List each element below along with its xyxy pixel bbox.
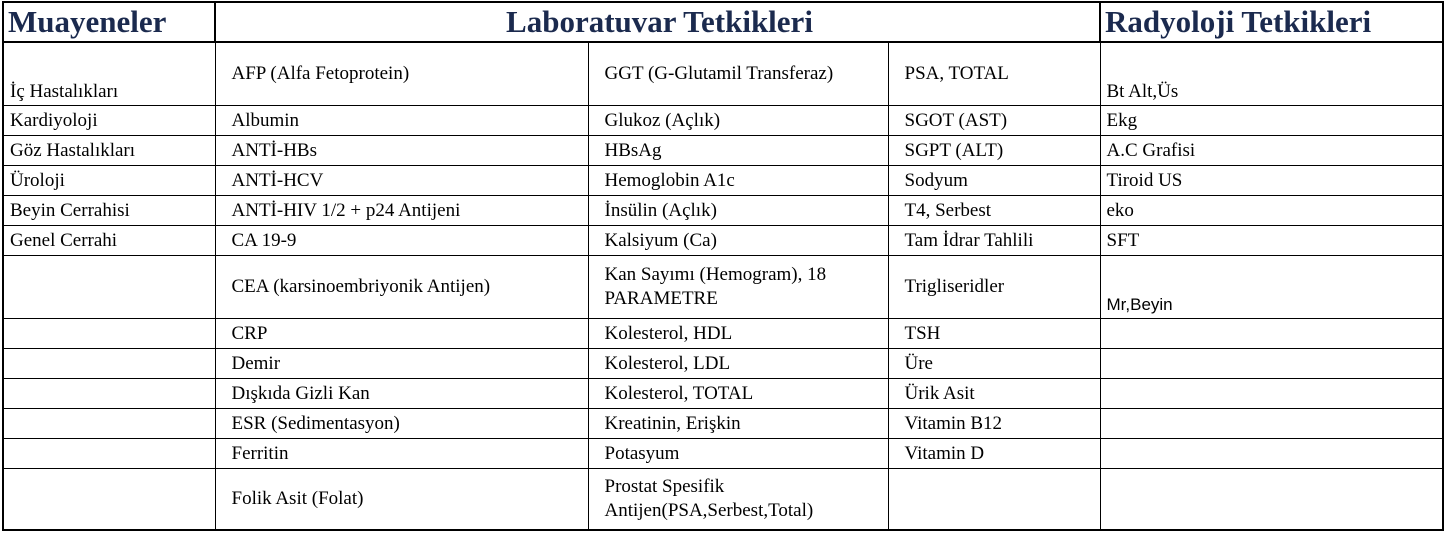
table-row xyxy=(3,379,1443,409)
lab-cell: Kolesterol, TOTAL xyxy=(588,379,888,409)
lab-cell xyxy=(888,469,1100,531)
lab-cell: Folik Asit (Folat) xyxy=(215,469,588,531)
lab-cell: CA 19-9 xyxy=(215,226,588,256)
header-laboratuvar: Laboratuvar Tetkikleri xyxy=(215,2,1100,42)
table-row xyxy=(3,469,1443,531)
lab-cell: Vitamin B12 xyxy=(888,409,1100,439)
table-row xyxy=(3,256,1443,319)
lab-cell: SGOT (AST) xyxy=(888,106,1100,136)
table-row xyxy=(3,226,1443,256)
muayene-cell xyxy=(3,409,215,439)
muayene-cell: Beyin Cerrahisi xyxy=(3,196,215,226)
lab-cell: Kalsiyum (Ca) xyxy=(588,226,888,256)
table-row xyxy=(3,319,1443,349)
radyoloji-cell xyxy=(1100,439,1443,469)
lab-cell: PSA, TOTAL xyxy=(888,42,1100,106)
lab-cell: Üre xyxy=(888,349,1100,379)
lab-cell: ANTİ-HCV xyxy=(215,166,588,196)
lab-cell: Kolesterol, HDL xyxy=(588,319,888,349)
header-radyoloji: Radyoloji Tetkikleri xyxy=(1100,2,1443,42)
lab-cell: Trigliseridler xyxy=(888,256,1100,319)
lab-cell: Sodyum xyxy=(888,166,1100,196)
lab-cell: Demir xyxy=(215,349,588,379)
lab-cell: Hemoglobin A1c xyxy=(588,166,888,196)
table-row xyxy=(3,136,1443,166)
lab-cell: Albumin xyxy=(215,106,588,136)
lab-cell: CRP xyxy=(215,319,588,349)
table-row xyxy=(3,166,1443,196)
radyoloji-cell: Mr,Beyin xyxy=(1100,256,1443,319)
muayene-cell xyxy=(3,379,215,409)
muayene-cell: Genel Cerrahi xyxy=(3,226,215,256)
lab-cell: Ferritin xyxy=(215,439,588,469)
header-muayeneler: Muayeneler xyxy=(3,2,215,42)
radyoloji-cell xyxy=(1100,469,1443,531)
muayene-cell xyxy=(3,256,215,319)
lab-cell: Glukoz (Açlık) xyxy=(588,106,888,136)
lab-cell: Kreatinin, Erişkin xyxy=(588,409,888,439)
table-row xyxy=(3,42,1443,106)
lab-cell: ANTİ-HBs xyxy=(215,136,588,166)
radyoloji-cell: Bt Alt,Üs xyxy=(1100,42,1443,106)
lab-cell: Vitamin D xyxy=(888,439,1100,469)
lab-cell: ANTİ-HIV 1/2 + p24 Antijeni xyxy=(215,196,588,226)
radyoloji-cell xyxy=(1100,349,1443,379)
muayene-cell xyxy=(3,349,215,379)
radyoloji-cell: SFT xyxy=(1100,226,1443,256)
lab-cell: Potasyum xyxy=(588,439,888,469)
lab-cell: Kolesterol, LDL xyxy=(588,349,888,379)
lab-cell: Ürik Asit xyxy=(888,379,1100,409)
muayene-cell: Üroloji xyxy=(3,166,215,196)
radyoloji-cell: eko xyxy=(1100,196,1443,226)
radyoloji-cell xyxy=(1100,409,1443,439)
lab-cell: AFP (Alfa Fetoprotein) xyxy=(215,42,588,106)
lab-cell: Tam İdrar Tahlili xyxy=(888,226,1100,256)
checkup-table xyxy=(2,1,1444,531)
lab-cell: T4, Serbest xyxy=(888,196,1100,226)
muayene-cell xyxy=(3,439,215,469)
table-row xyxy=(3,439,1443,469)
lab-cell: TSH xyxy=(888,319,1100,349)
lab-cell: İnsülin (Açlık) xyxy=(588,196,888,226)
header-row xyxy=(3,2,1443,42)
lab-cell: ESR (Sedimentasyon) xyxy=(215,409,588,439)
table-row xyxy=(3,349,1443,379)
lab-cell: HBsAg xyxy=(588,136,888,166)
radyoloji-cell xyxy=(1100,379,1443,409)
table-row xyxy=(3,106,1443,136)
lab-cell: Kan Sayımı (Hemogram), 18 PARAMETRE xyxy=(588,256,888,319)
muayene-cell: Kardiyoloji xyxy=(3,106,215,136)
lab-cell: SGPT (ALT) xyxy=(888,136,1100,166)
lab-cell: GGT (G-Glutamil Transferaz) xyxy=(588,42,888,106)
muayene-cell xyxy=(3,319,215,349)
muayene-cell xyxy=(3,469,215,531)
muayene-cell: Göz Hastalıkları xyxy=(3,136,215,166)
lab-cell: CEA (karsinoembriyonik Antijen) xyxy=(215,256,588,319)
table-row xyxy=(3,196,1443,226)
radyoloji-cell: A.C Grafisi xyxy=(1100,136,1443,166)
radyoloji-cell xyxy=(1100,319,1443,349)
lab-cell: Dışkıda Gizli Kan xyxy=(215,379,588,409)
lab-cell: Prostat Spesifik Antijen(PSA,Serbest,Total) xyxy=(588,469,888,531)
table-row xyxy=(3,409,1443,439)
radyoloji-cell: Tiroid US xyxy=(1100,166,1443,196)
muayene-cell: İç Hastalıkları xyxy=(3,42,215,106)
radyoloji-cell: Ekg xyxy=(1100,106,1443,136)
